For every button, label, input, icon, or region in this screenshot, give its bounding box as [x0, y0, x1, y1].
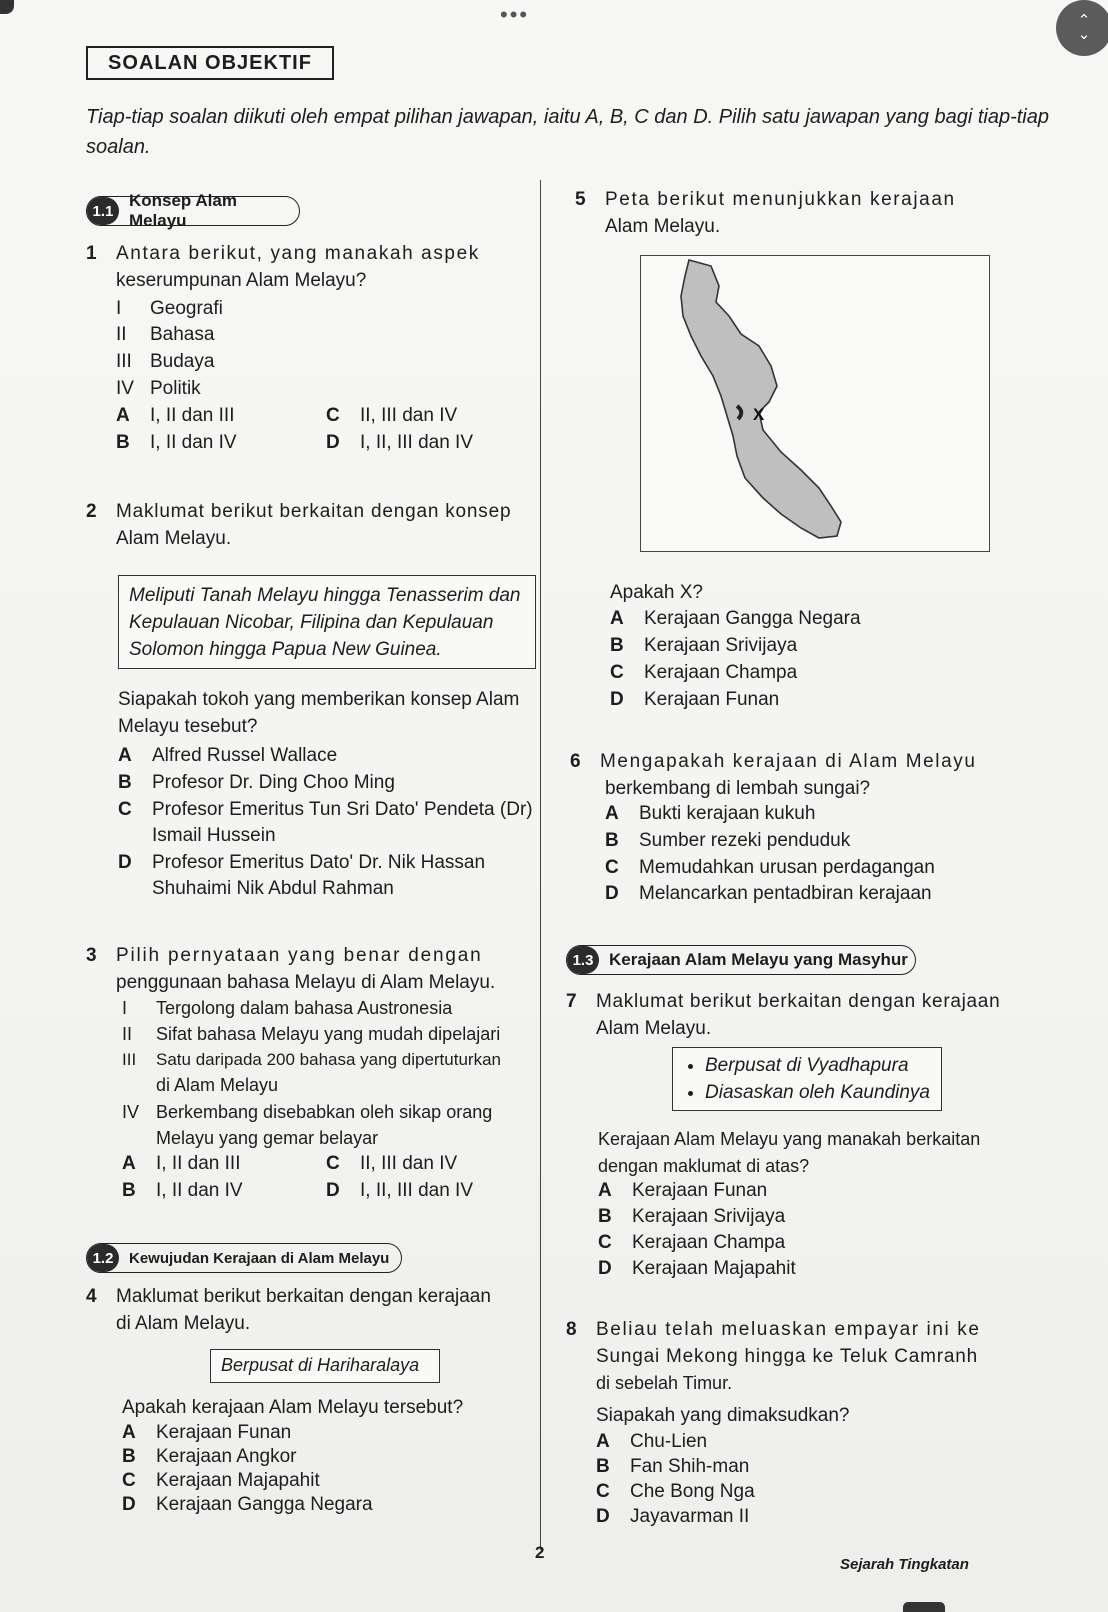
option-c[interactable]: C Kerajaan Majapahit: [122, 1470, 320, 1491]
chevron-up-icon: ⌃: [1077, 12, 1091, 29]
peninsula-shape: [681, 260, 841, 538]
bullet-item: • Diasaskan oleh Kaundinya: [705, 1079, 931, 1106]
option-a[interactable]: A I, II dan III: [116, 405, 235, 426]
roman-item-cont: Melayu yang gemar belayar: [156, 1128, 379, 1148]
option-c[interactable]: C Che Bong Nga: [596, 1481, 755, 1502]
question-4: [86, 1283, 536, 1337]
option-b[interactable]: B Kerajaan Srivijaya: [598, 1206, 786, 1227]
question-number: 5: [575, 189, 588, 210]
option-b[interactable]: B Kerajaan Angkor: [122, 1446, 297, 1467]
map-label-x: X: [753, 405, 765, 424]
question-stem: Mengapakah kerajaan di Alam Melayu: [600, 751, 977, 772]
option-a[interactable]: A Kerajaan Funan: [598, 1180, 768, 1201]
question-stem-cont: Alam Melayu.: [605, 216, 721, 237]
option-b[interactable]: B Sumber rezeki penduduk: [605, 830, 851, 851]
section-title: Konsep Alam Melayu: [128, 191, 237, 230]
bullet-item: • Berpusat di Vyadhapura: [705, 1052, 931, 1079]
question-number: 6: [570, 751, 583, 772]
instructions: Tiap-tiap soalan diikuti oleh empat pilihan jawapan, iaitu A, B, C dan D. Pilih satu jawapan yang bagi tiap-tiap soalan.: [86, 106, 1049, 158]
question-stem: Peta berikut menunjukkan kerajaan: [605, 189, 956, 210]
question-stem: Maklumat berikut berkaitan dengan konsep: [116, 501, 512, 522]
book-title: Sejarah Tingkatan: [840, 1556, 969, 1573]
option-b[interactable]: B Profesor Dr. Ding Choo Ming: [118, 772, 395, 793]
option-d[interactable]: D Kerajaan Funan: [610, 689, 780, 710]
question-stem-cont: Alam Melayu.: [116, 528, 232, 549]
roman-item: I Geografi: [116, 298, 223, 319]
roman-item: III Satu daripada 200 bahasa yang dipertuturkan: [122, 1050, 501, 1069]
roman-item: II Sifat bahasa Melayu yang mudah dipelajari: [122, 1024, 501, 1044]
question-8-ask: Siapakah yang dimaksudkan?: [596, 1405, 850, 1426]
info-box: Meliputi Tanah Melayu hingga Tenasserim dan Kepulauan Nicobar, Filipina dan Kepulauan Solomon hingga Papua New Guinea.: [118, 575, 536, 669]
option-a[interactable]: A Alfred Russel Wallace: [118, 745, 338, 766]
question-stem-cont: keserumpunan Alam Melayu?: [116, 270, 367, 291]
question-5-ask: Apakah X?: [610, 582, 703, 603]
bottom-handle: [903, 1602, 945, 1612]
section-1-2-header: [86, 1243, 402, 1273]
option-b[interactable]: B I, II dan IV: [122, 1180, 243, 1201]
question-stem: Maklumat berikut berkaitan dengan kerajaan: [596, 991, 1001, 1012]
page-title: SOALAN OBJEKTIF: [86, 46, 334, 80]
option-c[interactable]: C Memudahkan urusan perdagangan: [605, 857, 935, 878]
question-3: [86, 942, 536, 996]
option-d[interactable]: D Kerajaan Gangga Negara: [122, 1494, 373, 1515]
section-1-3-header: [566, 945, 916, 975]
question-1: [86, 240, 536, 294]
section-number: 1.3: [567, 946, 599, 974]
question-number: 3: [86, 945, 99, 966]
scroll-arrows-button[interactable]: [1056, 0, 1108, 56]
question-5: [575, 186, 1095, 240]
option-d[interactable]: D Kerajaan Majapahit: [598, 1258, 796, 1279]
question-number: 7: [566, 991, 578, 1012]
roman-item: III Budaya: [116, 351, 215, 372]
question-stem-cont: Sungai Mekong hingga ke Teluk Camranh: [596, 1346, 979, 1367]
page-number: 2: [535, 1543, 545, 1562]
question-number: 2: [86, 501, 98, 522]
section-number: 1.1: [87, 197, 119, 225]
question-8: [566, 1316, 1101, 1397]
info-box: [672, 1047, 942, 1111]
section-title: Kewujudan Kerajaan di Alam Melayu: [129, 1249, 390, 1267]
question-7: [566, 988, 1101, 1042]
option-a[interactable]: A Kerajaan Funan: [122, 1422, 292, 1443]
map-figure: [640, 255, 990, 552]
chevron-down-icon: ⌄: [1077, 26, 1091, 43]
roman-item: IV Politik: [116, 378, 201, 399]
question-stem: Antara berikut, yang manakah aspek: [116, 243, 480, 264]
roman-item-cont: di Alam Melayu: [156, 1075, 279, 1095]
option-c[interactable]: C II, III dan IV: [326, 405, 458, 426]
question-stem-cont: Alam Melayu.: [596, 1018, 712, 1039]
option-b[interactable]: B Kerajaan Srivijaya: [610, 635, 798, 656]
section-number: 1.2: [87, 1244, 119, 1272]
option-d[interactable]: D I, II, III dan IV: [326, 432, 473, 453]
question-4-ask: Apakah kerajaan Alam Melayu tersebut?: [122, 1397, 464, 1418]
section-title: Kerajaan Alam Melayu yang Masyhur: [609, 950, 908, 969]
option-c[interactable]: C Profesor Emeritus Tun Sri Dato' Pendeta (Dr): [118, 799, 533, 820]
option-b[interactable]: B Fan Shih-man: [596, 1456, 750, 1477]
info-box: Berpusat di Hariharalaya: [210, 1349, 440, 1383]
option-c-cont: Ismail Hussein: [152, 825, 276, 846]
peninsula-map: [641, 256, 988, 550]
roman-item: I Tergolong dalam bahasa Austronesia: [122, 998, 453, 1018]
question-stem-cont: di sebelah Timur.: [596, 1373, 733, 1393]
option-d[interactable]: D Jayavarman II: [596, 1506, 750, 1527]
option-d[interactable]: D I, II, III dan IV: [326, 1180, 473, 1201]
question-stem: Pilih pernyataan yang benar dengan: [116, 945, 483, 966]
more-options-icon[interactable]: •••: [500, 2, 530, 27]
option-d[interactable]: D Profesor Emeritus Dato' Dr. Nik Hassan: [118, 852, 486, 873]
question-6: [570, 748, 1098, 802]
question-2: [86, 498, 536, 552]
option-a[interactable]: A I, II dan III: [122, 1153, 241, 1174]
section-1-1-header: [86, 191, 300, 230]
question-stem: Beliau telah meluaskan empayar ini ke: [596, 1319, 981, 1340]
option-a[interactable]: A Chu-Lien: [596, 1431, 708, 1452]
question-number: 1: [86, 243, 99, 264]
question-2-ask: Siapakah tokoh yang memberikan konsep Alam Melayu tesebut?: [118, 689, 520, 737]
question-stem-cont: berkembang di lembah sungai?: [605, 778, 871, 799]
option-d-cont: Shuhaimi Nik Abdul Rahman: [152, 878, 394, 899]
roman-item: II Bahasa: [116, 324, 215, 345]
question-number: 8: [566, 1319, 579, 1340]
question-7-ask: Kerajaan Alam Melayu yang manakah berkaitan dengan maklumat di atas?: [598, 1129, 981, 1176]
question-stem: Maklumat berikut berkaitan dengan kerajaan: [116, 1286, 491, 1307]
question-number: 4: [86, 1286, 97, 1307]
question-stem-cont: penggunaan bahasa Melayu di Alam Melayu.: [116, 972, 496, 993]
roman-item: IV Berkembang disebabkan oleh sikap orang: [122, 1102, 493, 1122]
question-stem-cont: di Alam Melayu.: [116, 1313, 251, 1334]
option-d[interactable]: D Melancarkan pentadbiran kerajaan: [605, 883, 932, 904]
corner-mark: [0, 0, 14, 14]
option-a[interactable]: A Kerajaan Gangga Negara: [610, 608, 861, 629]
option-b[interactable]: B I, II dan IV: [116, 432, 237, 453]
option-c[interactable]: C Kerajaan Champa: [610, 662, 798, 683]
option-c[interactable]: C II, III dan IV: [326, 1153, 458, 1174]
option-a[interactable]: A Bukti kerajaan kukuh: [605, 803, 816, 824]
option-c[interactable]: C Kerajaan Champa: [598, 1232, 786, 1253]
column-divider: [540, 180, 541, 1550]
